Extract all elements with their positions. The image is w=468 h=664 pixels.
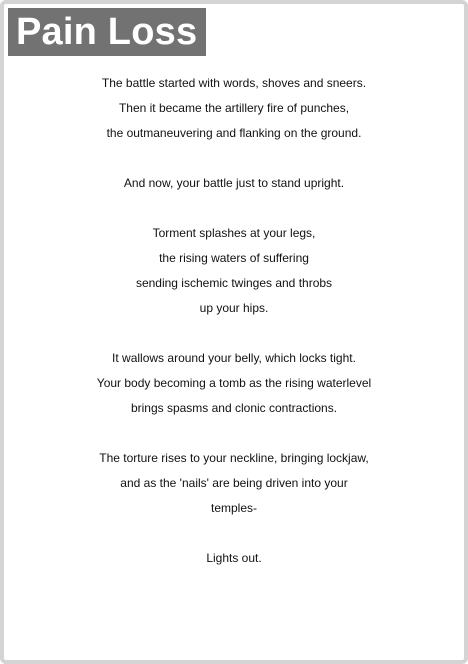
poem-line: the rising waters of suffering	[159, 251, 309, 265]
stanza	[4, 221, 464, 321]
poem-line: Torment splashes at your legs,	[152, 226, 316, 240]
poem-line: temples-	[210, 501, 257, 515]
poem-body	[4, 71, 464, 571]
stanza-break	[4, 321, 464, 346]
stanza	[4, 346, 464, 421]
stanza	[4, 546, 464, 571]
poem-line: up your hips.	[199, 301, 269, 315]
stanza-break	[4, 146, 464, 171]
poem-line: And now, your battle just to stand upright.	[123, 176, 345, 190]
stanza-break	[4, 521, 464, 546]
poem-line: and as the 'nails' are being driven into your	[120, 476, 348, 490]
stanza	[4, 71, 464, 146]
stanza	[4, 446, 464, 521]
poem-line: brings spasms and clonic contractions.	[130, 401, 338, 415]
poem-line: the outmaneuvering and flanking on the ground.	[106, 126, 362, 140]
poem-line: It wallows around your belly, which locks tight.	[112, 351, 356, 365]
poem-line: The torture rises to your neckline, bringing lockjaw,	[99, 451, 369, 465]
poem-line: The battle started with words, shoves and sneers.	[101, 76, 367, 90]
stanza-break	[4, 196, 464, 221]
stanza-break	[4, 421, 464, 446]
stanza	[4, 171, 464, 196]
poem-line: Then it became the artillery fire of punches,	[118, 101, 350, 115]
poem-title: Pain Loss	[16, 11, 198, 53]
poem-line: Lights out.	[206, 551, 262, 565]
poem-line: Your body becoming a tomb as the rising waterlevel	[96, 376, 372, 390]
title-banner	[8, 8, 206, 56]
poem-line: sending ischemic twinges and throbs	[135, 276, 333, 290]
